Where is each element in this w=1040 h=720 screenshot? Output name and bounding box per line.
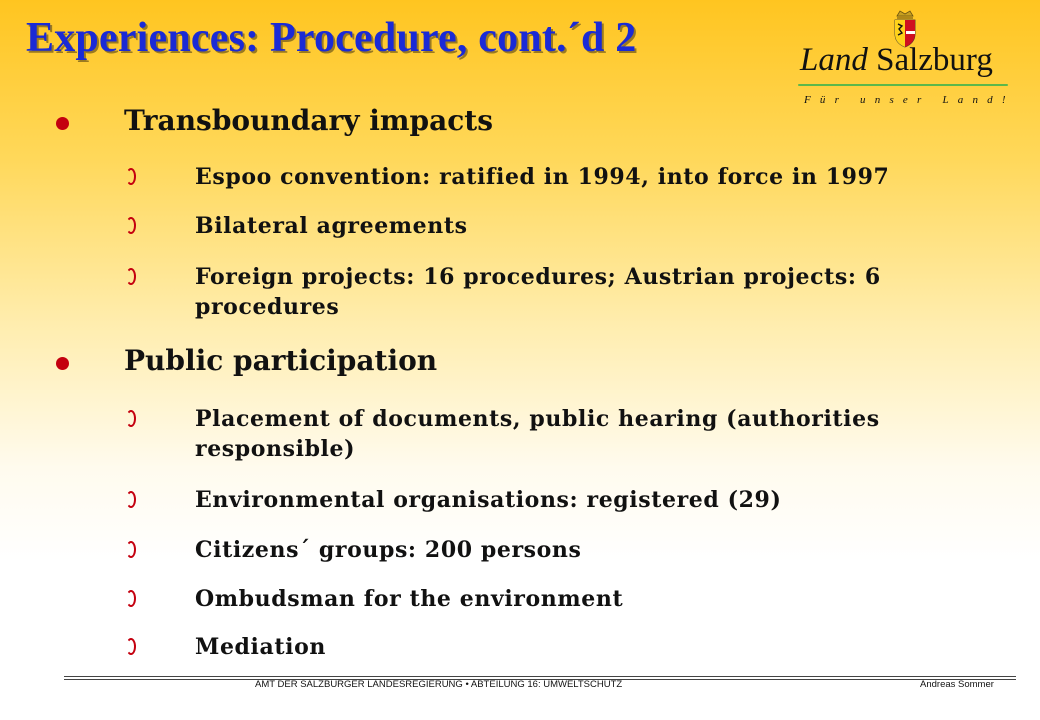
logo-wordmark (800, 42, 993, 79)
open-circle-bullet-icon (126, 638, 136, 655)
open-circle-bullet-icon (126, 410, 136, 427)
slide-title: Experiences: Procedure, cont.´d 2 (26, 15, 637, 61)
open-circle-bullet-icon (126, 217, 136, 234)
list-item-text: Mediation (195, 634, 326, 660)
footer-department: AMT DER SALZBURGER LANDESREGIERUNG • ABTEILUNG 16: UMWELTSCHUTZ (255, 679, 623, 690)
open-circle-bullet-icon (126, 268, 136, 285)
land-salzburg-logo (796, 8, 1022, 108)
open-circle-bullet-icon (126, 491, 136, 508)
logo-tagline: Für unser Land! (804, 94, 1015, 106)
list-item-text: Placement of documents, public hearing (authorities responsible) (195, 406, 880, 462)
list-item-text: Environmental organisations: registered (29) (195, 487, 782, 513)
section-heading: Public participation (124, 344, 438, 377)
logo-word-salzburg: Salzburg (876, 42, 993, 78)
list-item-text: Bilateral agreements (195, 213, 468, 239)
logo-underline (798, 84, 1008, 86)
section-heading: Transboundary impacts (124, 104, 494, 137)
red-dot-bullet-icon (56, 357, 69, 370)
list-item-text: Citizens´ groups: 200 persons (195, 537, 582, 563)
footer-author: Andreas Sommer (920, 679, 994, 690)
footer-divider (64, 676, 1016, 677)
logo-word-land: Land (800, 42, 868, 78)
open-circle-bullet-icon (126, 590, 136, 607)
list-item-text: Ombudsman for the environment (195, 586, 624, 612)
open-circle-bullet-icon (126, 168, 136, 185)
list-item-text: Foreign projects: 16 procedures; Austrian projects: 6 procedures (195, 264, 881, 320)
open-circle-bullet-icon (126, 541, 136, 558)
red-dot-bullet-icon (56, 117, 69, 130)
list-item-text: Espoo convention: ratified in 1994, into force in 1997 (195, 164, 890, 190)
